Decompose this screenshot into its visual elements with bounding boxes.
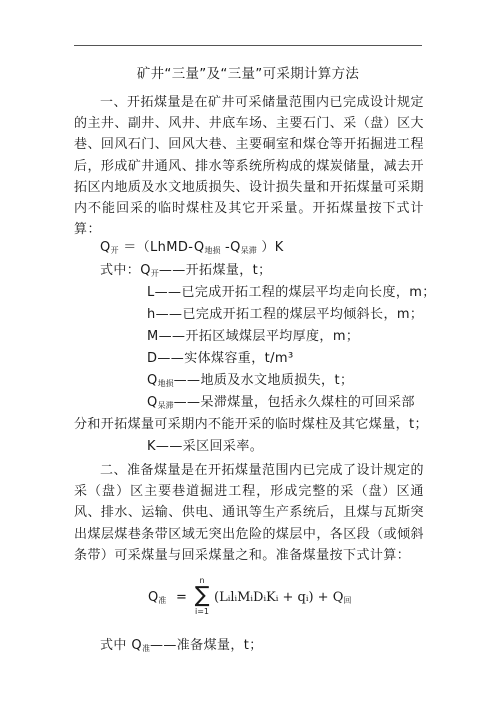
definition-K: K——采区回采率。 [147,439,264,454]
sigma-symbol: ∑ [194,583,210,608]
definition-q-stagnant [147,393,415,416]
formula-development-coal [100,238,284,261]
formula-lhs: Q [100,240,111,255]
def2-lead-prefix: 式中 Q [100,638,142,653]
def-qdis-sub: 地损 [157,379,174,388]
definition-h: h——已完成开拓工程的煤层平均倾斜长，m； [147,307,424,322]
top-rule [74,45,422,46]
formula-sub1: 地损 [204,246,221,255]
def-qdis-text: ——地质及水文地质损失，t； [173,373,354,388]
paragraph-development-coal: 一、开拓煤量是在矿井可采储量范围内已完成设计规定的主井、副井、风井、井底车场、主要石门、采（盘）区大巷、回风石门、回风大巷、主要硐室和煤仓等开拓掘进工程后，形成矿井通风、排水等系统所构成的煤炭储量，减去开拓区内地质及水文地质损失、设计损失量和开拓煤量可采期内不能回采的临时煤柱及其它开采量。开拓煤量按下式计算： [74,95,424,238]
def2-lead-sub: 准 [141,644,150,653]
definition-M: M——开拓区域煤层平均厚度，m； [147,329,360,344]
sum-lower-limit: i=1 [194,607,209,616]
def-qstag-text: ——呆滞煤量，包括永久煤柱的可回采部 [173,395,415,410]
definition-D: D——实体煤容重，t/m³ [147,351,294,366]
summation-sign [192,576,212,616]
definition-q-stagnant-cont: 分和开拓煤量可采期内不能开采的临时煤柱及其它煤量，t； [74,417,428,432]
paragraph-preparation-coal: 二、准备煤量是在开拓煤量范围内已完成了设计规定的采（盘）区主要巷道掘进工程，形成完整的采（盘）区通风、排水、运输、供电、通讯等生产系统后，且煤与瓦斯突出煤层煤巷条带区域无突出危险的煤层中，各区段（或倾斜条带）可采煤量与回采煤量之和。准备煤量按下式计算： [74,463,424,563]
def-lead-text: ——开拓煤量，t； [158,263,272,278]
formula2-lhs-sub: 准 [158,596,167,605]
formula2-tail-sub: 回 [343,596,352,605]
definition-lead [100,261,272,284]
page-title: 矿井“三量”及“三量”可采期计算方法 [136,66,360,82]
definition-preparation-lead [100,636,263,659]
def-qstag-sub: 呆滞 [157,401,174,410]
def-lead-prefix: 式中：Q [100,263,151,278]
formula2-body [214,590,351,606]
formula-sub2: 呆滞 [240,246,257,255]
formula-eq: ＝（LhMD-Q [123,240,205,255]
formula-tail: ）K [261,240,284,255]
def-qstag-prefix: Q [147,395,158,410]
def-lead-sub: 开 [150,269,159,278]
formula-lhs-sub: 开 [110,246,119,255]
definition-q-geological [147,371,353,394]
formula2-body-text: (LᵢlᵢMᵢDᵢKᵢ + qᵢ) + Q [214,590,344,605]
formula2-lhs-q: Q [148,590,159,605]
formula2-eq: = [176,590,187,605]
sum-upper-limit: n [199,576,205,585]
formula2-lhs [148,590,166,606]
def-qdis-prefix: Q [147,373,158,388]
definition-L: L——已完成开拓工程的煤层平均走向长度，m； [147,285,436,300]
formula-mid: -Q [225,240,241,255]
def2-lead-text: ——准备煤量，t； [149,638,263,653]
formula-preparation-coal [148,572,388,622]
